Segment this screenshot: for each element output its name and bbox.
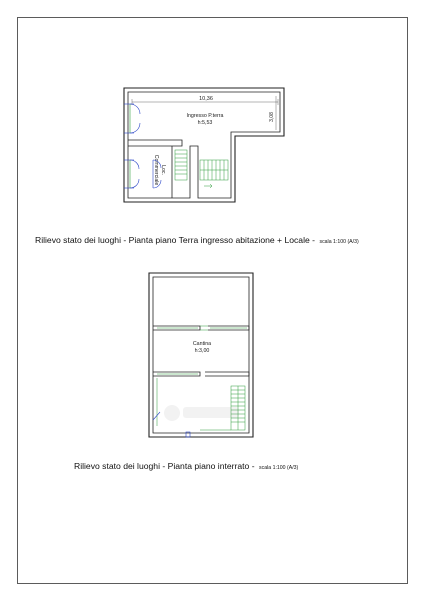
room-shop-name-line2: Commerciale	[153, 154, 159, 186]
basement-partition-upper-opening	[200, 326, 208, 330]
caption-basement	[74, 456, 298, 474]
shop-door-left	[124, 160, 139, 188]
caption-ground-floor-scale: scala 1:100 (A/3)	[319, 239, 359, 245]
room-cellar-name: Cantina	[192, 341, 212, 347]
sheet-frame	[18, 18, 408, 584]
caption-ground-floor-text: Rilievo stato dei luoghi - Pianta piano Terra ingresso abitazione + Locale -	[35, 235, 316, 245]
caption-basement-scale: scala 1:100 (A/3)	[259, 465, 299, 471]
dimension-width-label: 10,36	[199, 96, 213, 102]
basement-stairs	[157, 378, 245, 430]
watermark-logo	[164, 405, 239, 421]
ground-floor-inner-wall	[128, 92, 280, 198]
room-shop-name-line1: Loc.	[160, 165, 166, 175]
entrance-door-upper	[124, 104, 140, 133]
ground-floor-plan	[124, 88, 284, 202]
basement-corner-mark	[153, 412, 160, 420]
partition-wall	[128, 140, 182, 146]
dimension-height-label: 3,08	[269, 112, 275, 122]
caption-ground-floor	[35, 230, 359, 248]
caption-basement-text: Rilievo stato dei luoghi - Pianta piano interrato -	[74, 461, 255, 471]
ground-floor-stairs	[175, 150, 228, 188]
room-cellar-height: h:3,00	[194, 348, 210, 354]
ground-floor-outer-wall	[124, 88, 284, 202]
room-entrance-name: Ingresso P.terra	[186, 113, 224, 119]
room-entrance-height: h:5,53	[197, 120, 213, 126]
basement-plan	[149, 273, 253, 437]
